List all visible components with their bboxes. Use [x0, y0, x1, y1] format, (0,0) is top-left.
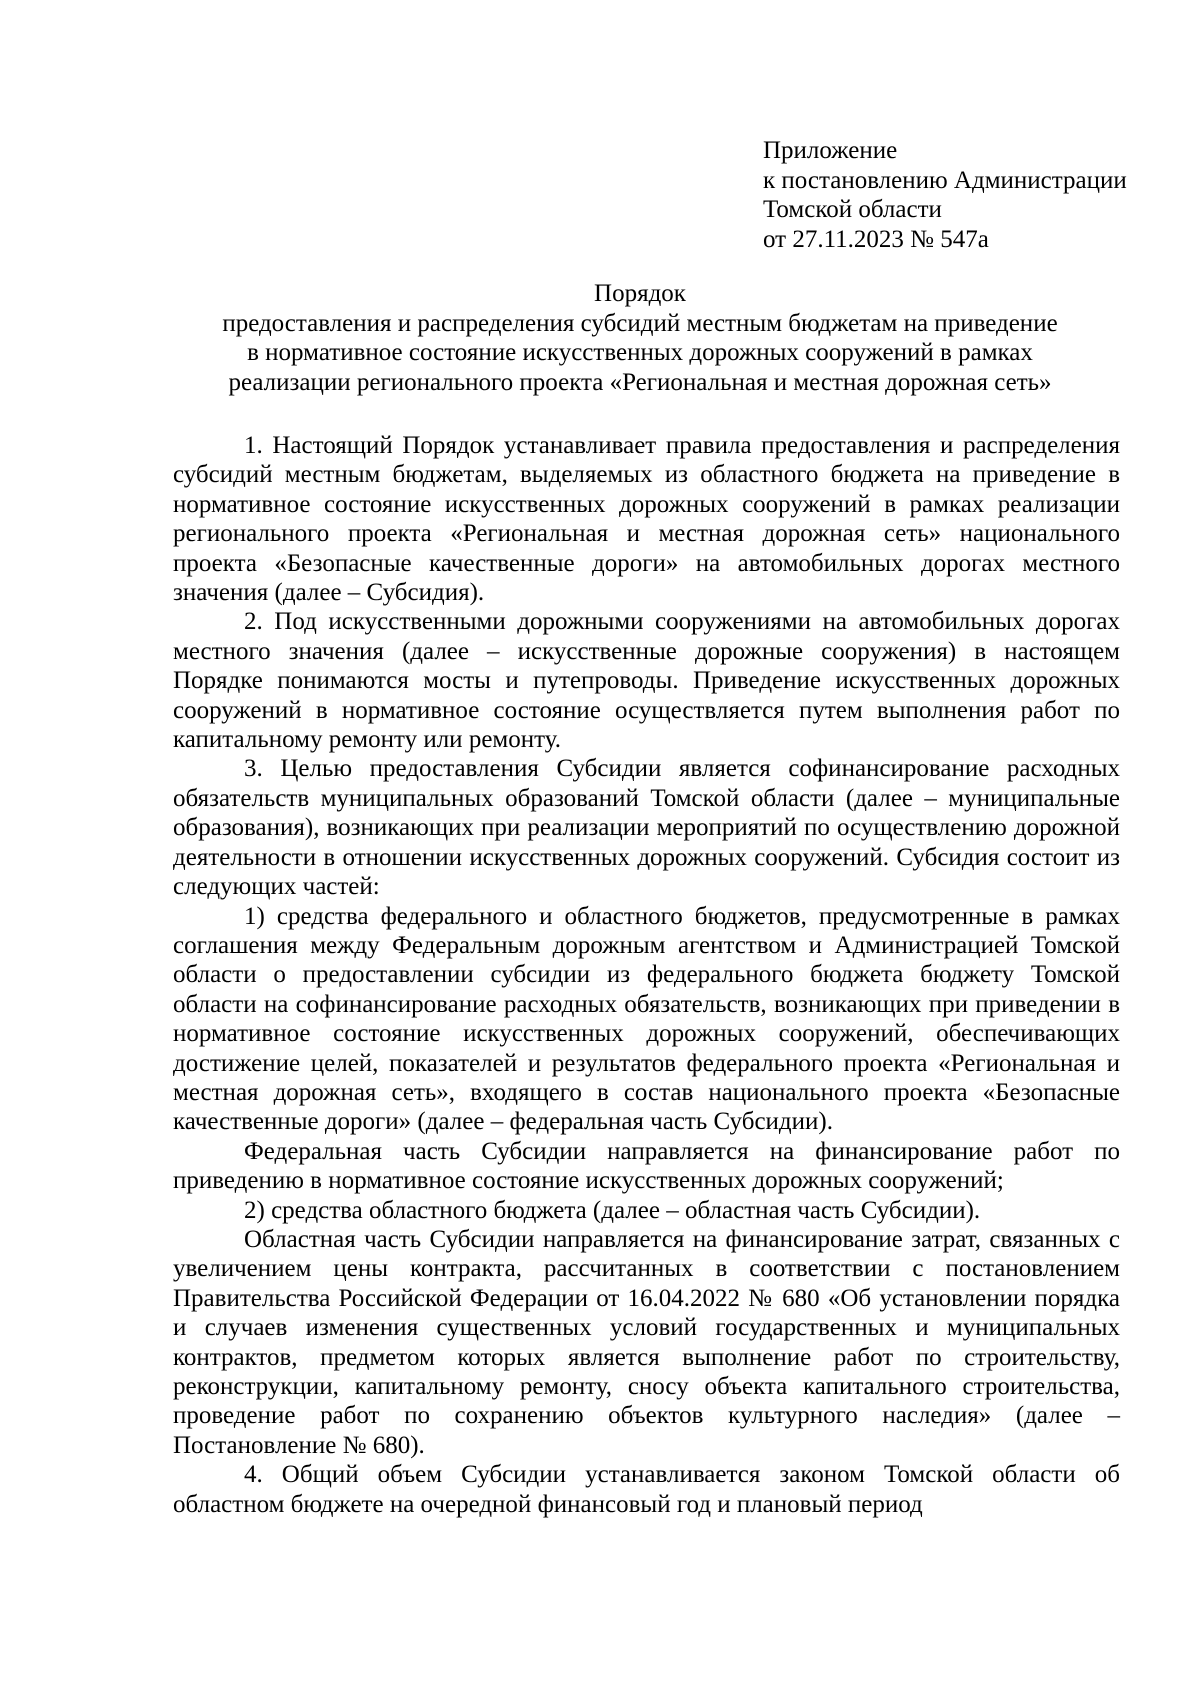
- appendix-header: [763, 136, 1163, 254]
- regional-part-paragraph: Областная часть Субсидии направляется на финансирование затрат, связанных с увеличением цены контракта, рассчитанных в соответствии с постановлением Правительства Российской Федерации от 16.04.2022 № 680 «Об установлении порядка и случаев изменения существенных условий государственных и муниципальных контрактов, предметом которых является выполнение работ по строительству, реконструкции, капитальному ремонту, сносу объекта капитального строительства, проведение работ по сохранению объектов культурного наследия» (далее – Постановление № 680).: [173, 1225, 1120, 1459]
- document-body: [173, 431, 1120, 1519]
- paragraph-1: 1. Настоящий Порядок устанавливает правила предоставления и распределения субсидий местным бюджетам, выделяемых из областного бюджета на приведение в нормативное состояние искусственных дорожных сооружений в рамках реализации регионального проекта «Региональная и местная дорожная сеть» национального проекта «Безопасные качественные дороги» на автомобильных дорогах местного значения (далее – Субсидия).: [173, 432, 1120, 607]
- appendix-date-number: от 27.11.2023 № 547а: [763, 225, 989, 253]
- title-heading: Порядок: [594, 280, 686, 307]
- paragraph-2: 2. Под искусственными дорожными сооружениями на автомобильных дорогах местного значения (далее – искусственные дорожные сооружения) в настоящем Порядке понимаются мосты и путепроводы. Приведение искусственных дорожных сооружений в нормативное состояние осуществляется путем выполнения работ по капитальному ремонту или ремонту.: [173, 608, 1120, 754]
- appendix-resolution-line: к постановлению Администрации: [763, 166, 1127, 194]
- paragraph-4: 4. Общий объем Субсидии устанавливается законом Томской области об областном бюджете на очередной финансовый год и плановый период: [173, 1461, 1120, 1518]
- subitem-2: 2) средства областного бюджета (далее – областная часть Субсидии).: [244, 1196, 981, 1224]
- document-title: [150, 279, 1130, 397]
- appendix-label: Приложение: [763, 137, 898, 164]
- paragraph-3: 3. Целью предоставления Субсидии является софинансирование расходных обязательств муниципальных образований Томской области (далее – муниципальные образования), возникающих при реализации мероприятий по осуществлению дорожной деятельности в отношении искусственных дорожных сооружений. Субсидия состоит из следующих частей:: [173, 755, 1120, 901]
- federal-part-paragraph: Федеральная часть Субсидии направляется на финансирование работ по приведению в нормативное состояние искусственных дорожных сооружений;: [173, 1137, 1120, 1195]
- title-line: реализации регионального проекта «Региональная и местная дорожная сеть»: [228, 368, 1052, 396]
- title-line: предоставления и распределения субсидий местным бюджетам на приведение: [222, 309, 1058, 337]
- appendix-region-line: Томской области: [763, 196, 942, 223]
- subitem-1: 1) средства федерального и областного бюджетов, предусмотренные в рамках соглашения между Федеральным дорожным агентством и Администрацией Томской области о предоставлении субсидии из федерального бюджета бюджету Томской области на софинансирование расходных обязательств, возникающих при приведении в нормативное состояние искусственных дорожных сооружений, обеспечивающих достижение целей, показателей и результатов федерального проекта «Региональная и местная дорожная сеть», входящего в состав национального проекта «Безопасные качественные дороги» (далее – федеральная часть Субсидии).: [173, 902, 1120, 1136]
- title-line: в нормативное состояние искусственных дорожных сооружений в рамках: [247, 339, 1033, 366]
